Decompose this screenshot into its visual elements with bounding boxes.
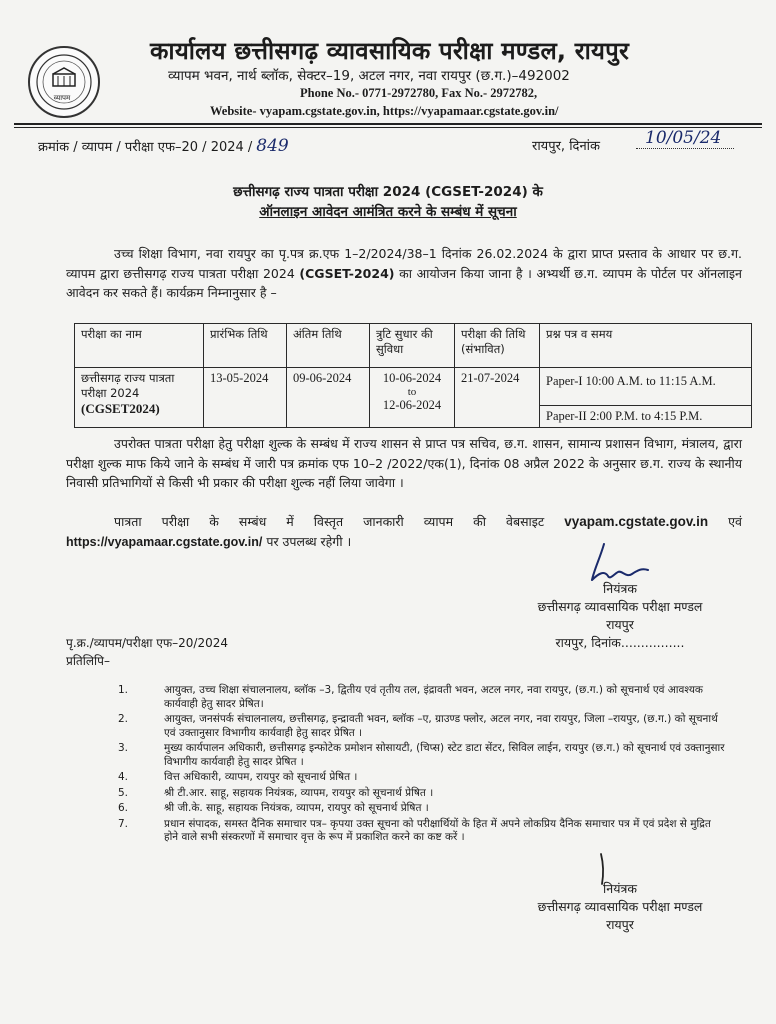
info-text-c: पर उपलब्ध रहेगी । <box>266 533 352 549</box>
copy-reference: पृ.क्र./व्यापम/परीक्षा एफ–20/2024 <box>66 636 229 650</box>
table-header-row <box>75 324 752 368</box>
correction-from: 10-06-2024 <box>382 371 442 385</box>
cell-paper-2: Paper-II 2:00 P.M. to 4:15 P.M. <box>540 406 752 428</box>
office-title: कार्यालय छत्तीसगढ़ व्यावसायिक परीक्षा मण्डल, रायपुर <box>150 37 629 65</box>
list-item-text: श्री टी.आर. साहू, सहायक नियंत्रक, व्यापम, रायपुर को सूचनार्थ प्रेषित । <box>164 786 434 799</box>
list-item-number: 4. <box>118 771 129 783</box>
correction-to: 12-06-2024 <box>382 398 442 412</box>
subject-line-1: छत्तीसगढ़ राज्य पात्रता परीक्षा 2024 (CGSET-2024) के <box>233 184 543 200</box>
fee-paragraph <box>66 434 742 493</box>
list-item-number: 7. <box>118 817 129 830</box>
cell-start-date: 13-05-2024 <box>204 368 287 428</box>
list-item-number: 3. <box>118 742 129 754</box>
date-handwritten: 10/05/24 <box>645 128 722 148</box>
copy-to-list <box>118 684 728 847</box>
exam-code-text: (CGSET2024) <box>81 401 160 416</box>
intro-text-a: उच्च शिक्षा विभाग, नवा रायपुर का पृ.पत्र क्र.एफ 1–2/2024/38–1 दिनांक 26.02.2024 के द्वारा प्राप्त प्रस्ताव के आधार पर छ.ग. व्यापम द्वारा छत्तीसगढ़ राज्य पात्रता परीक्षा 2024 <box>66 246 742 281</box>
subject-line-2: ऑनलाइन आवेदन आमंत्रित करने के सम्बंध में सूचना <box>259 204 517 220</box>
schedule-table <box>74 323 752 428</box>
signatory-city-2: रायपुर <box>606 917 634 932</box>
signatory-org-2: छत्तीसगढ़ व्यावसायिक परीक्षा मण्डल <box>537 899 703 914</box>
signatory-title-2: नियंत्रक <box>603 881 637 896</box>
intro-paragraph <box>66 244 742 303</box>
th-exam-date: परीक्षा की तिथि (संभावित) <box>455 324 540 368</box>
list-item <box>118 742 728 769</box>
office-website: Website- vyapam.cgstate.gov.in, https://vyapamaar.cgstate.gov.in/ <box>210 104 559 118</box>
info-portal-link[interactable]: https://vyapamaar.cgstate.gov.in/ <box>66 534 263 549</box>
cell-end-date: 09-06-2024 <box>287 368 370 428</box>
cell-paper-1: Paper-I 10:00 A.M. to 11:15 A.M. <box>540 368 752 406</box>
th-start-date: प्रारंभिक तिथि <box>204 324 287 368</box>
list-item-number: 2. <box>118 713 129 725</box>
reference-handwritten-number: 849 <box>256 136 289 156</box>
list-item-text: प्रधान संपादक, समस्त दैनिक समाचार पत्र– कृपया उक्त सूचना को परीक्षार्थियों के हित में अपने लोकप्रिय दैनिक समाचार पत्र में एवं प्रदेश से मुद्रित होने वाले सभी संस्करणों में समाचार वृत्त के रूप में प्रकाशित करने का कष्ट करें । <box>164 817 711 843</box>
list-item <box>118 684 728 711</box>
th-correction: त्रुटि सुधार की सुविधा <box>370 324 455 368</box>
signatory-city: रायपुर <box>606 617 634 632</box>
office-address: व्यापम भवन, नार्थ ब्लॉक, सेक्टर–19, अटल नगर, नवा रायपुर (छ.ग.)–492002 <box>168 68 570 84</box>
th-exam-name: परीक्षा का नाम <box>75 324 204 368</box>
cell-correction <box>370 368 455 428</box>
list-item-number: 6. <box>118 802 129 814</box>
list-item-text: वित्त अधिकारी, व्यापम, रायपुर को सूचनार्थ प्रेषित । <box>164 771 358 783</box>
logo-emblem-icon <box>34 52 94 112</box>
header-rule <box>14 123 762 125</box>
office-phone: Phone No.- 0771-2972780, Fax No.- 2972782, <box>300 86 538 100</box>
logo-text: व्यापम <box>53 94 71 102</box>
date-label: रायपुर, दिनांक <box>532 139 601 154</box>
signatory-org: छत्तीसगढ़ व्यावसायिक परीक्षा मण्डल <box>537 599 703 614</box>
list-item-number: 1. <box>118 684 129 696</box>
vyapam-logo <box>28 46 100 118</box>
intro-exam-code: (CGSET-2024) <box>299 265 395 281</box>
cell-exam-name <box>75 368 204 428</box>
list-item <box>118 802 728 816</box>
info-text-b: एवं <box>728 514 742 529</box>
correction-to-word: to <box>407 386 417 398</box>
signatory-date-line: रायपुर, दिनांक................ <box>555 635 685 650</box>
signature-block-2 <box>500 880 740 934</box>
list-item <box>118 787 728 801</box>
list-item <box>118 713 728 740</box>
cell-exam-date: 21-07-2024 <box>455 368 540 428</box>
list-item-number: 5. <box>118 786 129 799</box>
copy-label: प्रतिलिपि– <box>66 654 110 668</box>
list-item-text: आयुक्त, उच्च शिक्षा संचालनालय, ब्लॉक –3, द्वितीय एवं तृतीय तल, इंद्रावती भवन, अटल नगर, नवा रायपुर, (छ.ग.) को सूचनार्थ एवं आवश्यक कार्यवाही हेतु सादर प्रेषित। <box>164 684 703 710</box>
intro-text-b: का आयोजन किया जाना है । अभ्यर्थी छ.ग. व्यापम के पोर्टल पर ऑनलाइन आवेदन कर सकते हैं। कार्यक्रम निम्नानुसार है – <box>66 265 742 300</box>
reference-label: क्रमांक / व्यापम / परीक्षा एफ–20 / 2024 / <box>38 140 253 155</box>
fee-text: उपरोक्त पात्रता परीक्षा हेतु परीक्षा शुल्क के सम्बंध में राज्य शासन से प्राप्त पत्र सचिव, छ.ग. शासन, सामान्य प्रशासन विभाग, मंत्रालय, द्वारा परीक्षा शुल्क माफ किये जाने के सम्बंध में जारी पत्र क्रमांक एफ 10–2 /2022/एक(1), दिनांक 08 अप्रैल 2022 के अनुसार छ.ग. राज्य के स्थानीय निवासी प्रतिभागियों से किसी भी प्रकार की परीक्षा शुल्क नहीं लिया जावेगा । <box>66 436 742 490</box>
table-row <box>75 368 752 406</box>
date-dotted-line <box>636 148 734 149</box>
list-item-text: श्री जी.के. साहू, सहायक नियंत्रक, व्यापम, रायपुर को सूचनार्थ प्रेषित । <box>164 802 429 814</box>
list-item <box>118 818 728 845</box>
reference-number <box>38 136 289 156</box>
list-item-text: मुख्य कार्यपालन अधिकारी, छत्तीसगढ़ इन्फोटेक प्रमोशन सोसायटी, (चिप्स) स्टेट डाटा सेंटर, सिविल लाईन, रायपुर (छ.ग.) को सूचनार्थ एवं उक्तानुसार विभागीय कार्यवाही हेतु सादर प्रेषित । <box>164 742 725 768</box>
exam-name-text: छत्तीसगढ़ राज्य पात्रता परीक्षा 2024 <box>81 371 175 400</box>
notice-subject <box>0 182 776 222</box>
th-paper-time: प्रश्न पत्र व समय <box>540 324 752 368</box>
signature-block <box>500 580 740 652</box>
list-item <box>118 771 728 785</box>
info-website-link[interactable]: vyapam.cgstate.gov.in <box>564 514 709 529</box>
info-text-a: पात्रता परीक्षा के सम्बंध में विस्तृत जानकारी व्यापम की वेबसाइट <box>114 514 545 529</box>
list-item-text: आयुक्त, जनसंपर्क संचालनालय, छत्तीसगढ़, इन्द्रावती भवन, ब्लॉक –ए, ग्राउण्ड फ्लोर, अटल नगर, नवा रायपुर, जिला –रायपुर, (छ.ग.) को सूचनार्थ एवं उक्तानुसार विभागीय कार्यवाही हेतु सादर प्रेषित । <box>164 713 718 739</box>
signatory-title: नियंत्रक <box>603 581 637 596</box>
th-end-date: अंतिम तिथि <box>287 324 370 368</box>
